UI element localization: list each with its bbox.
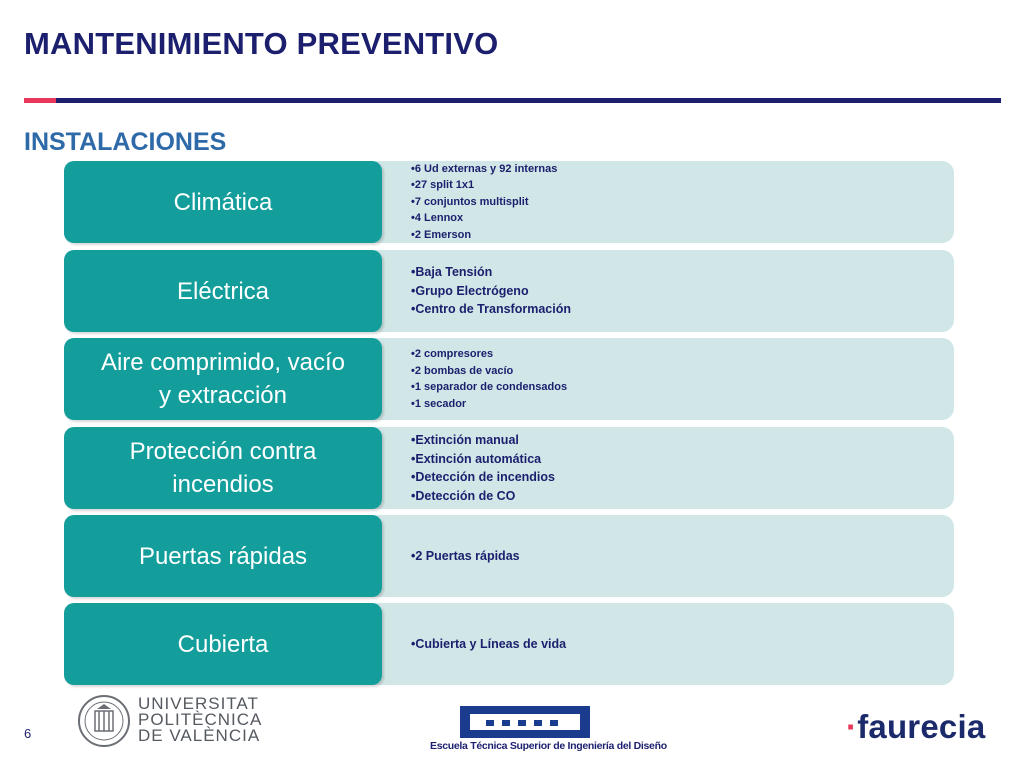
row-items — [411, 250, 571, 332]
list-item: •2 compresores — [411, 348, 494, 360]
row-climatica — [64, 161, 954, 243]
list-item: •Centro de Transformación — [411, 302, 571, 317]
list-item: •Grupo Electrógeno — [411, 283, 529, 298]
upv-wordmark: UNIVERSITAT POLITÈCNICA DE VALÈNCIA — [138, 694, 263, 745]
row-items — [411, 161, 557, 243]
list-item: •1 secador — [411, 397, 467, 410]
faurecia-logo: ·faurecia — [846, 708, 986, 745]
row-puertas-rapidas — [64, 515, 954, 597]
list-item: •2 Puertas rápidas — [411, 548, 520, 563]
etsid-name: Escuela Técnica Superior de Ingeniería del Diseño — [430, 740, 667, 752]
row-aire-comprimido — [64, 338, 954, 420]
list-item: •Detección de incendios — [411, 470, 555, 484]
row-label: Protección contra incendios — [64, 427, 382, 509]
list-item: •2 bombas de vacío — [411, 364, 514, 377]
list-item: •Cubierta y Líneas de vida — [411, 636, 567, 651]
row-items — [411, 515, 520, 597]
row-label: Climática — [64, 161, 382, 243]
row-items — [411, 603, 566, 685]
slide-title: MANTENIMIENTO PREVENTIVO — [24, 26, 499, 61]
list-item: •Extinción manual — [411, 433, 519, 447]
row-items — [411, 338, 567, 420]
row-electrica — [64, 250, 954, 332]
title-rule-accent — [24, 98, 56, 103]
row-cubierta — [64, 603, 954, 685]
list-item: •27 split 1x1 — [411, 179, 475, 192]
row-label: Eléctrica — [64, 250, 382, 332]
row-label: Cubierta — [64, 603, 382, 685]
slide-subtitle: INSTALACIONES — [24, 128, 227, 156]
page-number: 6 — [24, 726, 32, 741]
list-item: •1 separador de condensados — [411, 381, 568, 393]
upv-seal-logo — [77, 694, 131, 748]
list-item: •Baja Tensión — [411, 265, 493, 280]
list-item: •2 Emerson — [411, 228, 472, 241]
etsid-logo — [430, 706, 620, 742]
list-item: •6 Ud externas y 92 internas — [411, 162, 558, 175]
row-label: Aire comprimido, vacío y extracción — [64, 338, 382, 420]
list-item: •4 Lennox — [411, 212, 464, 225]
title-rule — [56, 98, 1001, 103]
row-items — [411, 427, 555, 509]
list-item: •Detección de CO — [411, 488, 516, 503]
list-item: •Extinción automática — [411, 451, 542, 466]
list-item: •7 conjuntos multisplit — [411, 195, 529, 208]
row-proteccion-incendios — [64, 427, 954, 509]
row-label: Puertas rápidas — [64, 515, 382, 597]
